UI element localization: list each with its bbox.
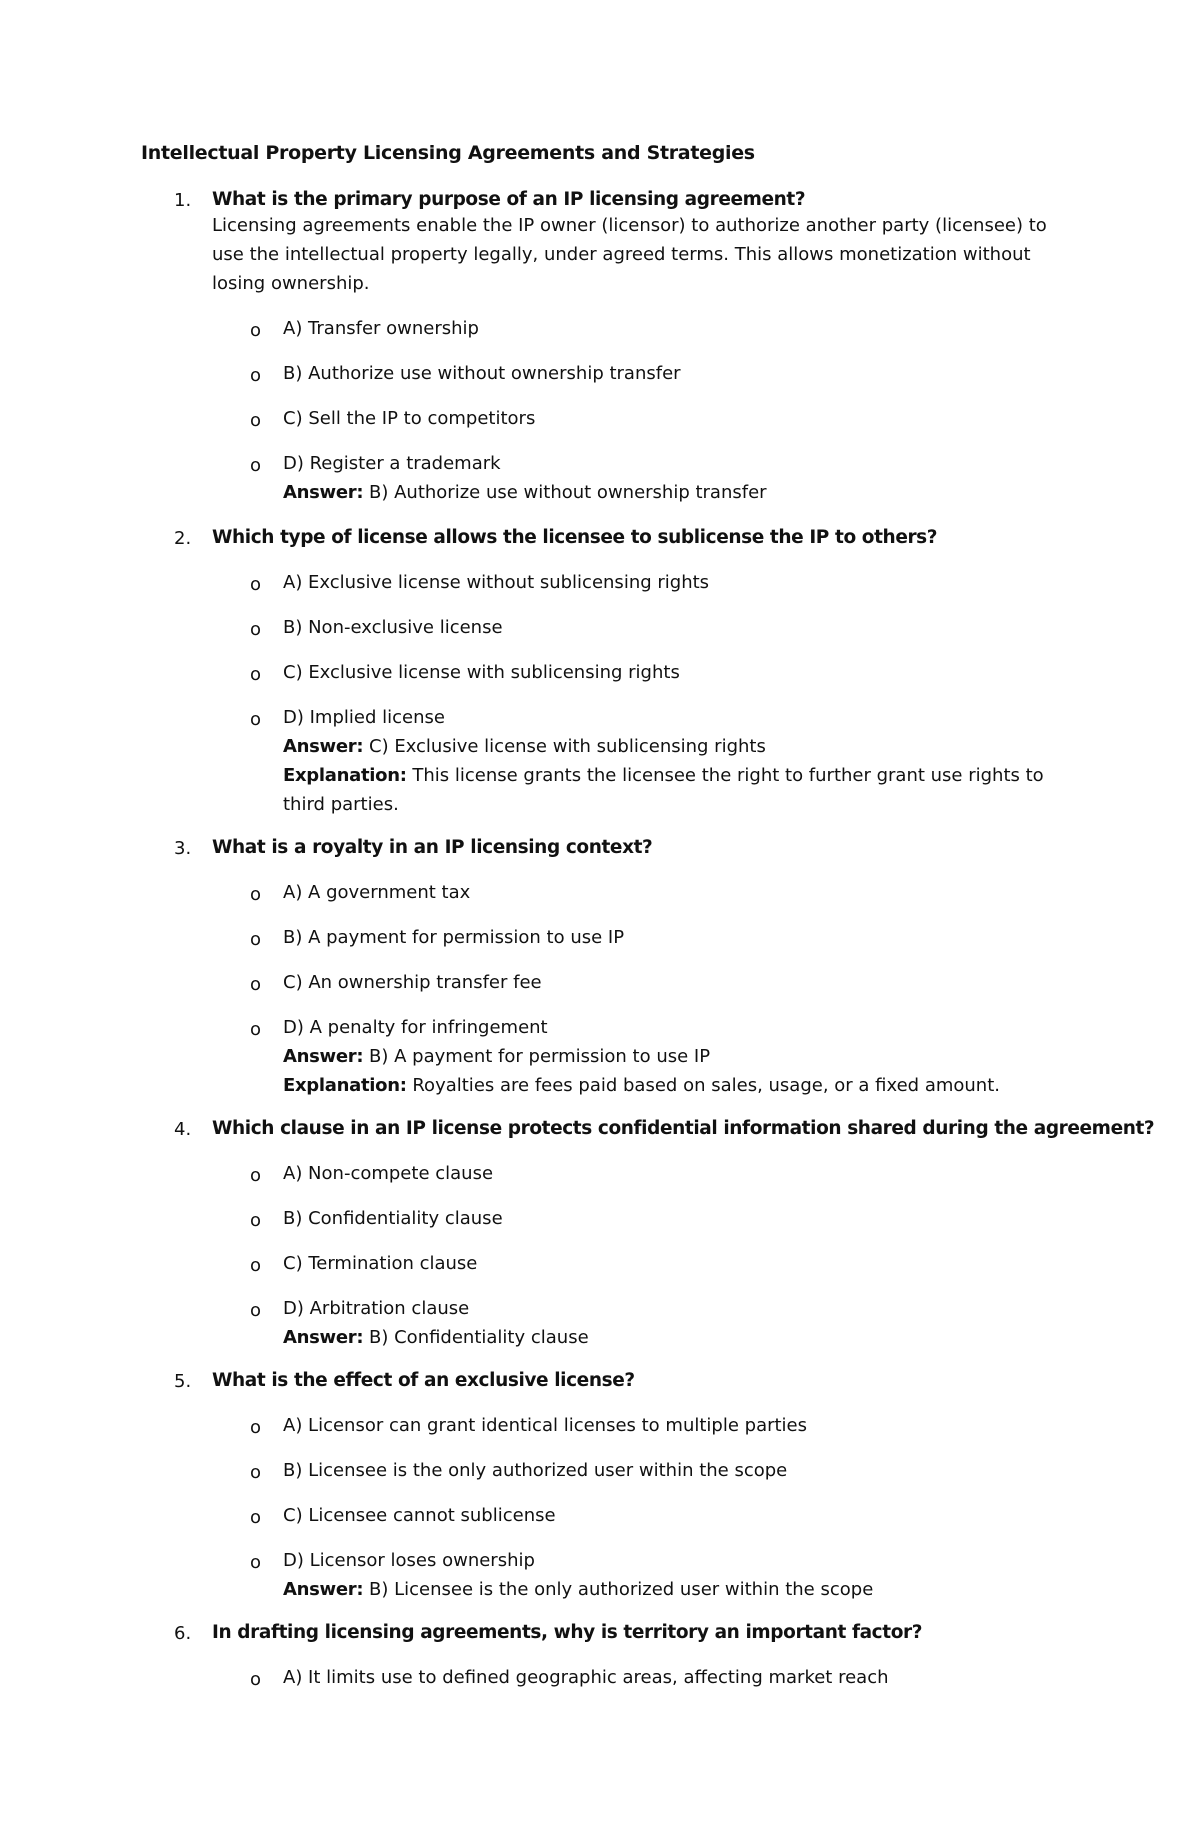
bullet-icon: o bbox=[250, 1552, 262, 1573]
bullet-icon: o bbox=[250, 1417, 262, 1438]
option-a: A) It limits use to defined geographic areas, affecting market reach bbox=[283, 1667, 889, 1688]
bullet-icon: o bbox=[250, 1019, 262, 1040]
answer-line bbox=[283, 1042, 1083, 1071]
bullet-icon: o bbox=[250, 574, 262, 595]
question-number: 5. bbox=[174, 1371, 192, 1392]
question-number: 6. bbox=[174, 1623, 192, 1644]
answer-value: B) Confidentiality clause bbox=[369, 1327, 589, 1348]
bullet-icon: o bbox=[250, 929, 262, 950]
bullet-icon: o bbox=[250, 1300, 262, 1321]
explanation-line bbox=[283, 1071, 1083, 1100]
option-d: D) Arbitration clause bbox=[283, 1298, 470, 1319]
question-number: 4. bbox=[174, 1119, 192, 1140]
option-c: C) Licensee cannot sublicense bbox=[283, 1505, 556, 1526]
option-b: B) A payment for permission to use IP bbox=[283, 927, 625, 948]
explanation-label: Explanation: bbox=[283, 1075, 407, 1096]
answer-label: Answer: bbox=[283, 1579, 364, 1600]
option-b: B) Confidentiality clause bbox=[283, 1208, 503, 1229]
bullet-icon: o bbox=[250, 1165, 262, 1186]
bullet-icon: o bbox=[250, 884, 262, 905]
answer-value: B) Authorize use without ownership transfer bbox=[369, 482, 767, 503]
bullet-icon: o bbox=[250, 619, 262, 640]
answer-line bbox=[283, 732, 1083, 761]
bullet-icon: o bbox=[250, 664, 262, 685]
question-number: 3. bbox=[174, 838, 192, 859]
bullet-icon: o bbox=[250, 1462, 262, 1483]
question-text: What is the effect of an exclusive license? bbox=[212, 1370, 635, 1391]
document-title: Intellectual Property Licensing Agreements and Strategies bbox=[141, 142, 755, 164]
answer-value: B) Licensee is the only authorized user within the scope bbox=[369, 1579, 874, 1600]
bullet-icon: o bbox=[250, 1669, 262, 1690]
answer-line bbox=[283, 1323, 1083, 1352]
bullet-icon: o bbox=[250, 410, 262, 431]
answer-label: Answer: bbox=[283, 1327, 364, 1348]
question-text: What is a royalty in an IP licensing context? bbox=[212, 837, 653, 858]
explanation-label: Explanation: bbox=[283, 765, 407, 786]
option-a: A) A government tax bbox=[283, 882, 471, 903]
option-d: D) Licensor loses ownership bbox=[283, 1550, 535, 1571]
option-c: C) Termination clause bbox=[283, 1253, 478, 1274]
bullet-icon: o bbox=[250, 1255, 262, 1276]
explanation-value: Royalties are fees paid based on sales, usage, or a fixed amount. bbox=[412, 1075, 1000, 1096]
option-a: A) Exclusive license without sublicensing rights bbox=[283, 572, 710, 593]
bullet-icon: o bbox=[250, 320, 262, 341]
answer-line bbox=[283, 1575, 1083, 1604]
option-b: B) Authorize use without ownership transfer bbox=[283, 363, 681, 384]
option-d: D) A penalty for infringement bbox=[283, 1017, 548, 1038]
option-d: D) Register a trademark bbox=[283, 453, 501, 474]
option-a: A) Licensor can grant identical licenses to multiple parties bbox=[283, 1415, 808, 1436]
option-c: C) Sell the IP to competitors bbox=[283, 408, 536, 429]
bullet-icon: o bbox=[250, 1210, 262, 1231]
answer-label: Answer: bbox=[283, 1046, 364, 1067]
question-number: 2. bbox=[174, 528, 192, 549]
question-text: What is the primary purpose of an IP licensing agreement? bbox=[212, 189, 806, 210]
option-d: D) Implied license bbox=[283, 707, 445, 728]
option-b: B) Non-exclusive license bbox=[283, 617, 503, 638]
answer-label: Answer: bbox=[283, 736, 364, 757]
option-a: A) Non-compete clause bbox=[283, 1163, 494, 1184]
answer-value: B) A payment for permission to use IP bbox=[369, 1046, 711, 1067]
question-text: Which type of license allows the licensee to sublicense the IP to others? bbox=[212, 527, 938, 548]
answer-label: Answer: bbox=[283, 482, 364, 503]
option-a: A) Transfer ownership bbox=[283, 318, 479, 339]
bullet-icon: o bbox=[250, 455, 262, 476]
bullet-icon: o bbox=[250, 709, 262, 730]
option-c: C) Exclusive license with sublicensing rights bbox=[283, 662, 680, 683]
option-b: B) Licensee is the only authorized user within the scope bbox=[283, 1460, 788, 1481]
explanation-line bbox=[283, 761, 1083, 819]
bullet-icon: o bbox=[250, 365, 262, 386]
answer-line bbox=[283, 478, 1083, 507]
question-intro: Licensing agreements enable the IP owner (licensor) to authorize another party (licensee) to use the intellectual property legally, under agreed terms. This allows monetization without losing ownership. bbox=[212, 215, 1047, 294]
question-text: In drafting licensing agreements, why is territory an important factor? bbox=[212, 1622, 923, 1643]
bullet-icon: o bbox=[250, 1507, 262, 1528]
question-number: 1. bbox=[174, 190, 192, 211]
question-text: Which clause in an IP license protects confidential information shared during the agreement? bbox=[212, 1118, 1155, 1139]
option-c: C) An ownership transfer fee bbox=[283, 972, 542, 993]
bullet-icon: o bbox=[250, 974, 262, 995]
answer-value: C) Exclusive license with sublicensing rights bbox=[369, 736, 766, 757]
explanation-value: This license grants the licensee the right to further grant use rights to third parties. bbox=[283, 765, 1044, 815]
